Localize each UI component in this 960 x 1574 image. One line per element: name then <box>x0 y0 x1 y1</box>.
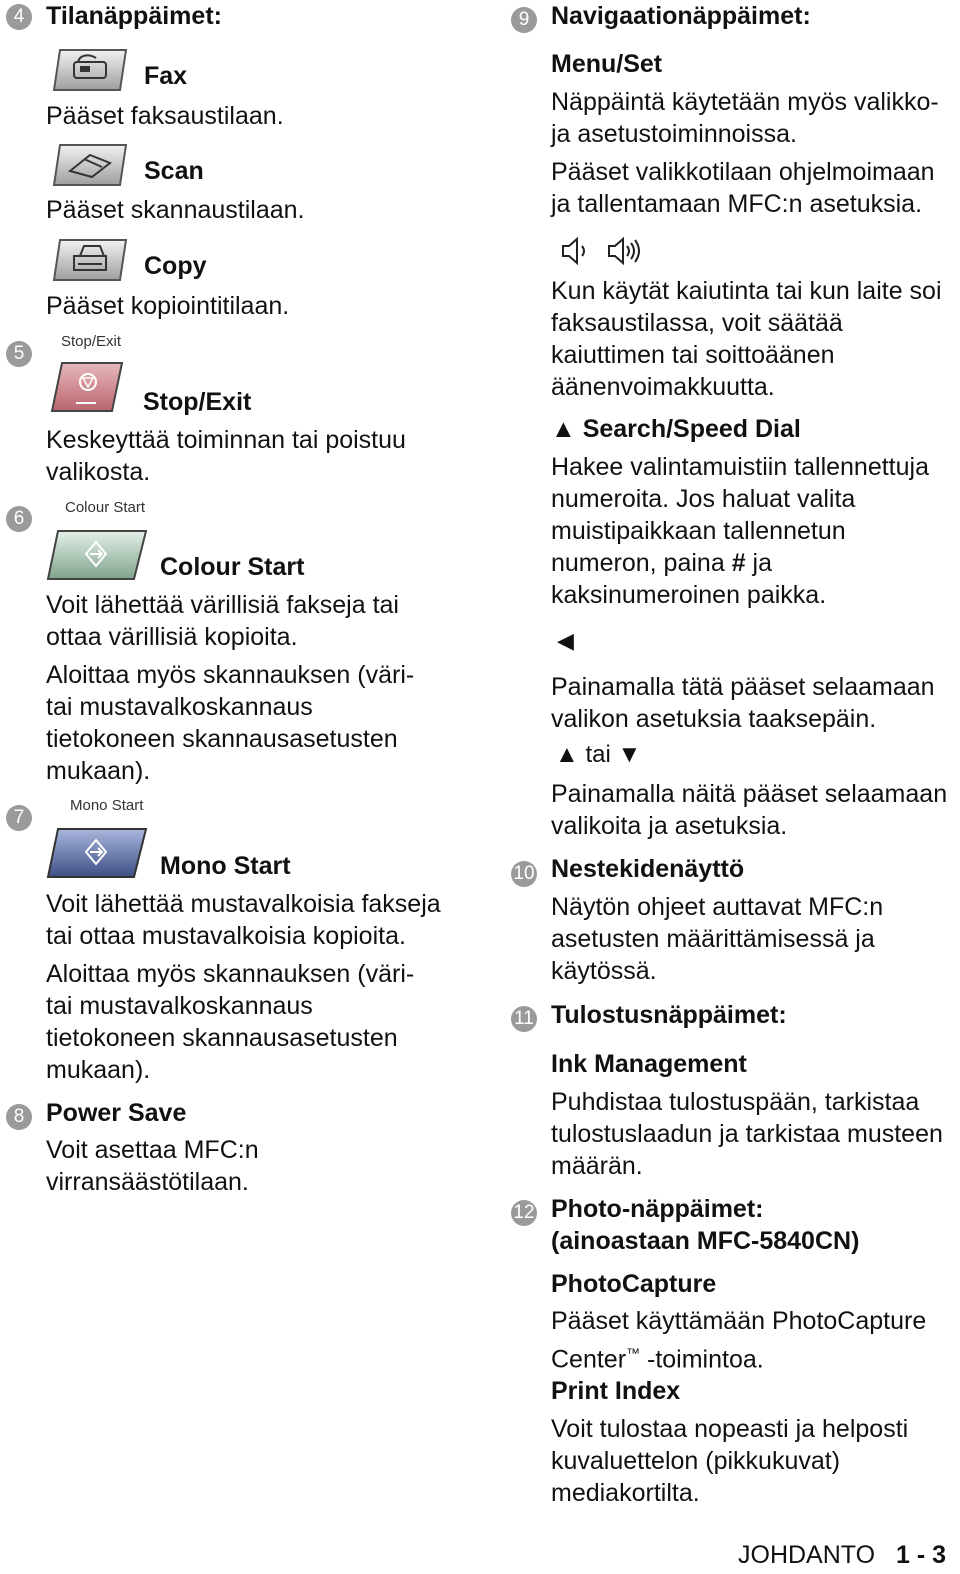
section-number-12: 12 <box>511 1200 537 1226</box>
trademark-symbol: ™ <box>626 1345 641 1361</box>
power-save-description: Voit asettaa MFC:n virransäästötilaan. <box>46 1136 259 1196</box>
section-number-8: 8 <box>6 1104 32 1130</box>
photocapture-description-2 <box>551 1337 764 1375</box>
scan-label: Scan <box>144 157 204 185</box>
stop-exit-button[interactable] <box>50 360 124 419</box>
mono-start-button-shape <box>46 826 148 880</box>
mono-start-button[interactable] <box>46 826 148 885</box>
lcd-description: Näytön ohjeet auttavat MFC:n asetusten määrittämisessä ja käytössä. <box>551 893 884 985</box>
up-down-keys <box>555 741 641 769</box>
photocapture-description-1: Pääset käyttämään PhotoCapture <box>551 1307 927 1335</box>
footer-section: JOHDANTO <box>738 1541 876 1569</box>
copy-label: Copy <box>144 252 207 280</box>
section-number-9: 9 <box>511 7 537 33</box>
scan-button[interactable] <box>50 141 130 194</box>
colour-start-caption: Colour Start <box>65 499 146 516</box>
hash-key-text: # <box>731 549 746 577</box>
fax-machine-icon <box>50 46 130 94</box>
mono-start-label: Mono Start <box>160 852 291 880</box>
print-index-label: Print Index <box>551 1377 681 1405</box>
footer <box>738 1541 946 1570</box>
up-arrow-icon[interactable]: ▲ <box>555 741 579 768</box>
menu-set-label: Menu/Set <box>551 50 663 78</box>
section-number-4: 4 <box>6 4 32 30</box>
up-down-description: Painamalla näitä pääset selaamaan valikoita ja asetuksia. <box>551 780 948 840</box>
colour-start-button[interactable] <box>46 528 148 587</box>
power-save-heading: Power Save <box>46 1099 187 1127</box>
page-number: 1 - 3 <box>896 1541 947 1569</box>
up-arrow-icon: ▲ <box>551 415 576 443</box>
section-number-6: 6 <box>6 506 32 532</box>
stop-exit-description: Keskeyttää toiminnan tai poistuu valikosta. <box>46 426 406 486</box>
navigation-keys-heading: Navigaationäppäimet: <box>551 2 811 30</box>
photo-keys-heading: Photo-näppäimet: <box>551 1195 764 1223</box>
mono-start-description-2: Aloittaa myös skannauksen (väri- tai mustavalkoskannaus tietokoneen skannausasetusten mukaan). <box>46 960 415 1084</box>
volume-up-button[interactable] <box>606 236 642 271</box>
menu-set-description-1: Näppäintä käytetään myös valikko- ja asetustoiminnoissa. <box>551 88 939 148</box>
ink-management-description: Puhdistaa tulostuspään, tarkistaa tulostuslaadun ja tarkistaa musteen määrän. <box>551 1088 943 1180</box>
search-speed-dial-label <box>551 413 801 445</box>
left-arrow-icon[interactable]: ◀ <box>557 628 574 653</box>
section-heading-mode-keys: Tilanäppäimet: <box>46 2 222 30</box>
section-number-5: 5 <box>6 341 32 367</box>
lcd-heading: Nestekidenäyttö <box>551 855 745 883</box>
scanner-icon <box>50 141 130 189</box>
mono-start-caption: Mono Start <box>70 797 144 814</box>
section-number-10: 10 <box>511 861 537 887</box>
volume-description: Kun käytät kaiutinta tai kun laite soi faksaustilassa, voit säätää kaiuttimen tai soittoäänen äänenvoimakkuutta. <box>551 277 942 401</box>
menu-set-description-2: Pääset valikkotilaan ohjelmoimaan ja tallentamaan MFC:n asetuksia. <box>551 158 935 218</box>
search-speed-dial-text: Search/Speed Dial <box>582 415 801 443</box>
copy-description: Pääset kopiointitilaan. <box>46 292 290 320</box>
colour-start-description-1: Voit lähettää värillisiä fakseja tai ottaa värillisiä kopioita. <box>46 591 399 651</box>
photocapture-center-text: Center <box>551 1345 627 1374</box>
mono-start-description-1: Voit lähettää mustavalkoisia fakseja tai ottaa mustavalkoisia kopioita. <box>46 890 441 950</box>
search-speed-dial-description-last: kaksinumeroinen paikka. <box>551 581 827 609</box>
search-description-text: Hakee valintamuistiin tallennettuja numeroita. Jos haluat valita muistipaikkaan tallennetun numeron, paina <box>551 453 929 577</box>
up-down-or-text: tai <box>585 741 611 768</box>
stop-exit-label: Stop/Exit <box>143 388 252 416</box>
colour-start-button-shape <box>46 528 148 582</box>
fax-description: Pääset faksaustilaan. <box>46 102 284 130</box>
print-keys-heading: Tulostusnäppäimet: <box>551 1001 787 1029</box>
volume-down-button[interactable] <box>560 236 592 271</box>
print-index-description: Voit tulostaa nopeasti ja helposti kuvaluettelon (pikkukuvat) mediakortilta. <box>551 1415 909 1507</box>
copy-button[interactable] <box>50 236 130 289</box>
colour-start-description-2: Aloittaa myös skannauksen (väri- tai mustavalkoskannaus tietokoneen skannausasetusten mukaan). <box>46 661 415 785</box>
search-speed-dial-description <box>551 451 929 579</box>
ink-management-label: Ink Management <box>551 1050 747 1078</box>
down-arrow-icon[interactable]: ▼ <box>617 741 642 768</box>
stop-exit-caption: Stop/Exit <box>61 333 122 350</box>
fax-label: Fax <box>144 62 188 90</box>
photocapture-label: PhotoCapture <box>551 1270 717 1298</box>
speaker-icon <box>606 236 642 266</box>
stop-button-shape <box>50 360 124 414</box>
fax-button[interactable] <box>50 46 130 99</box>
photocapture-function-text: -toimintoa. <box>640 1345 764 1374</box>
scan-description: Pääset skannaustilaan. <box>46 196 305 224</box>
section-number-7: 7 <box>6 805 32 831</box>
left-arrow-description: Painamalla tätä pääset selaamaan valikon asetuksia taaksepäin. <box>551 673 935 733</box>
photo-keys-subheading: (ainoastaan MFC-5840CN) <box>551 1227 860 1255</box>
copier-icon <box>50 236 130 284</box>
colour-start-label: Colour Start <box>160 553 305 581</box>
speaker-icon <box>560 236 592 266</box>
search-description-end: ja <box>745 549 772 577</box>
section-number-11: 11 <box>511 1006 537 1032</box>
